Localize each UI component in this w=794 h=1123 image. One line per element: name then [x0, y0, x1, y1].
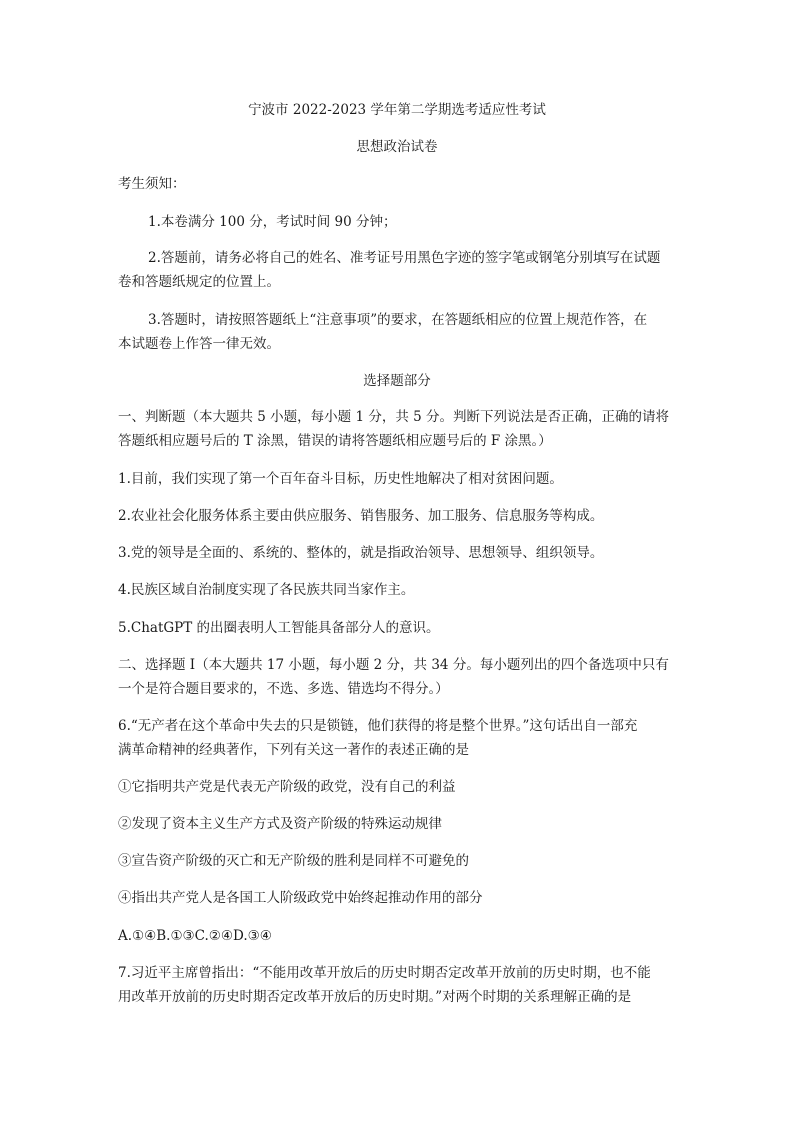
question-4: 4.民族区域自治制度实现了各民族共同当家作主。	[118, 582, 415, 598]
exam-title: 宁波市 2022-2023 学年第二学期选考适应性考试	[248, 102, 546, 118]
part1-intro-continued: 答题纸相应题号后的 T 涂黑，错误的请将答题纸相应题号后的 F 涂黑。）	[118, 433, 552, 449]
question-6-stem-continued: 满革命精神的经典著作，下列有关这一著作的表述正确的是	[118, 742, 469, 758]
part1-intro: 一、判断题（本大题共 5 小题，每小题 1 分，共 5 分。判断下列说法是否正确，正确的请将	[118, 409, 670, 425]
question-7-stem: 7.习近平主席曾指出：“不能用改革开放后的历史时期否定改革开放前的历史时期，也不能	[118, 965, 651, 981]
part2-intro-continued: 一个是符合题目要求的，不选、多选、错选均不得分。）	[118, 681, 449, 697]
question-1: 1.目前，我们实现了第一个百年奋斗目标，历史性地解决了相对贫困问题。	[118, 471, 563, 487]
question-2: 2.农业社会化服务体系主要由供应服务、销售服务、加工服务、信息服务等构成。	[118, 508, 604, 524]
part2-intro: 二、选择题 Ⅰ（本大题共 17 小题，每小题 2 分，共 34 分。每小题列出的四个备选项中只有	[118, 657, 669, 673]
question-6-option: ④指出共产党人是各国工人阶级政党中始终起推动作用的部分	[118, 890, 483, 906]
notice-item-continued: 本试题卷上作答一律无效。	[118, 336, 280, 352]
question-6-option: ①它指明共产党是代表无产阶级的政党，没有自己的利益	[118, 779, 456, 795]
section-title: 选择题部分	[363, 373, 431, 389]
notice-item: 3.答题时，请按照答题纸上“注意事项”的要求，在答题纸相应的位置上规范作答，在	[148, 312, 648, 328]
question-6-stem: 6.“无产者在这个革命中失去的只是锁链，他们获得的将是整个世界。”这句话出自一部充	[118, 718, 638, 734]
exam-subtitle: 思想政治试卷	[356, 139, 438, 155]
question-6-choices: A.①④B.①③C.②④D.③④	[118, 928, 272, 944]
question-6-option: ②发现了资本主义生产方式及资产阶级的特殊运动规律	[118, 816, 442, 832]
question-6-option: ③宣告资产阶级的灭亡和无产阶级的胜利是同样不可避免的	[118, 853, 469, 869]
notice-item: 2.答题前，请务必将自己的姓名、准考证号用黑色字迹的签字笔或钢笔分别填写在试题	[148, 250, 661, 266]
question-3: 3.党的领导是全面的、系统的、整体的，就是指政治领导、思想领导、组织领导。	[118, 545, 604, 561]
question-7-stem-continued: 用改革开放前的历史时期否定改革开放后的历史时期。”对两个时期的关系理解正确的是	[118, 989, 632, 1005]
notice-item: 1.本卷满分 100 分，考试时间 90 分钟；	[148, 214, 397, 230]
notice-item-continued: 卷和答题纸规定的位置上。	[118, 274, 280, 290]
notice-heading: 考生须知：	[118, 176, 186, 192]
question-5: 5.ChatGPT 的出圈表明人工智能具备部分人的意识。	[118, 620, 440, 636]
